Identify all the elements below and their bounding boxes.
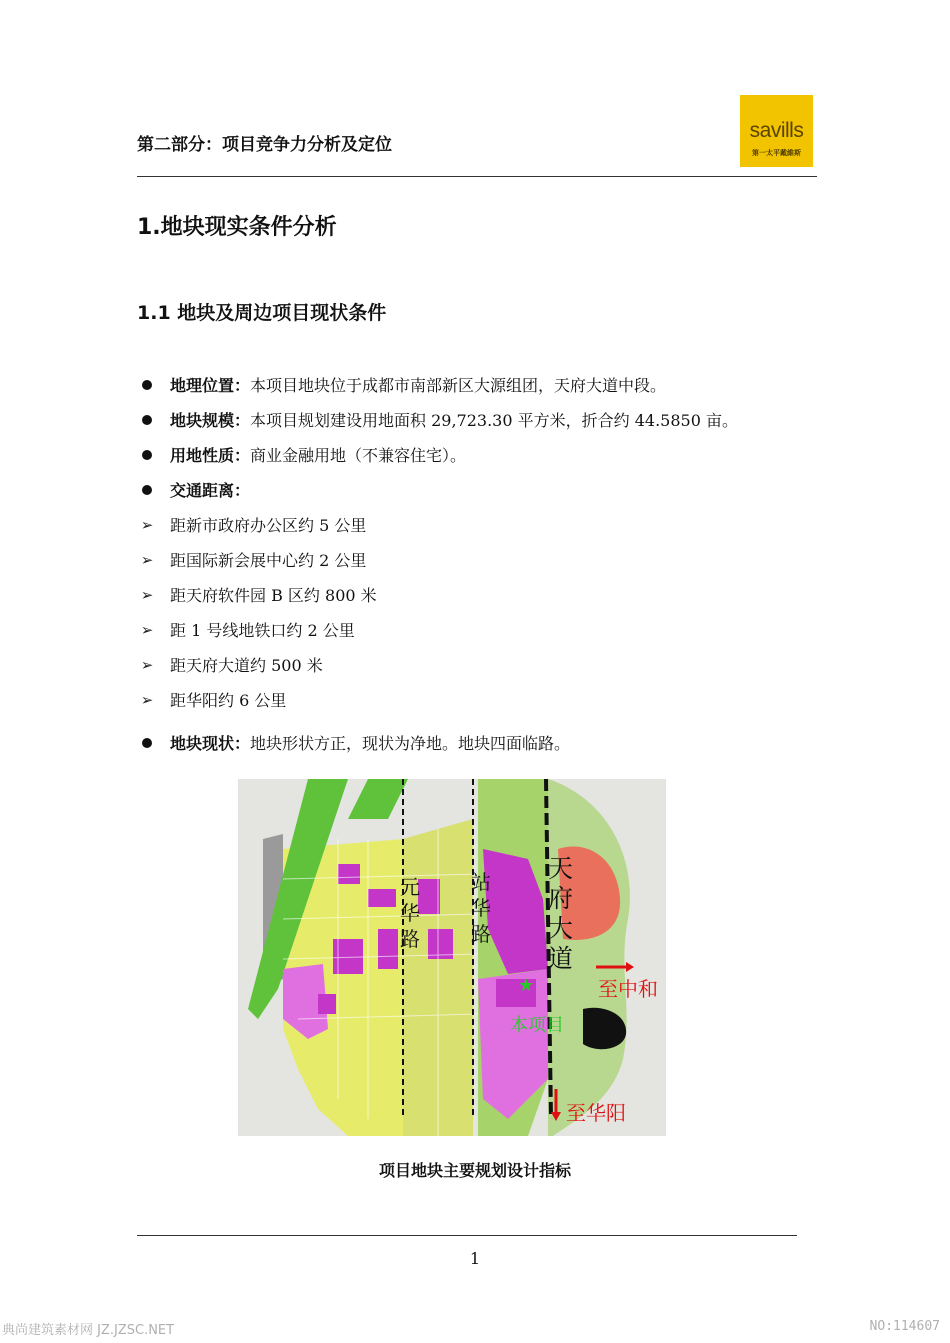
planning-map-graphic (238, 779, 666, 1136)
bullet-dot-icon (137, 726, 157, 761)
bullet-arrow-icon: ➢ (140, 656, 154, 674)
section-title: 第二部分：项目竞争力分析及定位 (137, 135, 392, 155)
item-label: 地块现状： (170, 734, 251, 753)
road-label-zhanhua: 站华路 (471, 870, 491, 946)
bullet-arrow-icon: ➢ (140, 691, 154, 709)
page-number: 1 (469, 1249, 481, 1268)
project-label: 本项目 (510, 1015, 564, 1036)
item-text: 本项目地块位于成都市南部新区大源组团，天府大道中段。 (250, 376, 667, 395)
bullet-arrow-icon: ➢ (140, 516, 154, 534)
bullet-arrow-icon: ➢ (140, 621, 154, 639)
header-divider (137, 176, 817, 177)
item-label: 地块规模： (170, 411, 251, 430)
bullet-dot-icon (137, 403, 157, 438)
road-label-yuanhua: 元华路 (400, 875, 420, 951)
logo-brand: savills (749, 119, 804, 142)
project-star-icon: ★ (518, 975, 535, 996)
bullet-arrow-icon: ➢ (140, 586, 154, 604)
bullet-arrow-icon: ➢ (140, 551, 154, 569)
savills-logo (740, 95, 813, 167)
logo-subtitle: 第一太平戴維斯 (752, 149, 801, 157)
item-text: 距国际新会展中心约 2 公里 (170, 551, 367, 570)
bullet-dot-icon (137, 438, 157, 473)
item-label: 交通距离： (170, 481, 251, 500)
to-zhonghe-label: 至中和 (598, 977, 658, 1001)
list-item (137, 368, 837, 403)
watermark-left: 典尚建筑素材网 JZ.JZSC.NET (2, 1323, 175, 1338)
item-text: 距 1 号线地铁口约 2 公里 (170, 621, 355, 640)
condition-list (137, 368, 837, 761)
road-label-tianfu: 天府大道 (548, 854, 574, 973)
list-item (137, 578, 837, 613)
item-text: 地块形状方正，现状为净地。地块四面临路。 (250, 734, 571, 753)
item-text: 距新市政府办公区约 5 公里 (170, 516, 367, 535)
item-text: 距天府软件园 B 区约 800 米 (170, 586, 377, 605)
list-item (137, 543, 837, 578)
bullet-dot-icon (137, 473, 157, 508)
watermark-right: NO:114607 (869, 1319, 940, 1334)
to-huayang-label: 至华阳 (566, 1101, 626, 1125)
list-item (137, 683, 837, 718)
list-item (137, 403, 837, 438)
item-label: 地理位置： (170, 376, 251, 395)
heading-1: 1.地块现实条件分析 (137, 215, 337, 240)
item-text: 距华阳约 6 公里 (170, 691, 287, 710)
item-text: 商业金融用地（不兼容住宅）。 (250, 446, 467, 465)
list-item (137, 613, 837, 648)
figure-caption: 项目地块主要规划设计指标 (378, 1161, 571, 1180)
heading-2: 1.1 地块及周边项目现状条件 (137, 302, 387, 324)
list-item (137, 438, 837, 473)
item-text: 本项目规划建设用地面积 29,723.30 平方米，折合约 44.5850 亩。 (250, 411, 738, 430)
bullet-dot-icon (137, 368, 157, 403)
item-label: 用地性质： (170, 446, 251, 465)
list-item (137, 648, 837, 683)
site-planning-map (238, 779, 666, 1136)
list-item (137, 508, 837, 543)
list-item (137, 726, 837, 761)
list-item (137, 473, 837, 508)
footer-divider (137, 1235, 797, 1236)
item-text: 距天府大道约 500 米 (170, 656, 323, 675)
